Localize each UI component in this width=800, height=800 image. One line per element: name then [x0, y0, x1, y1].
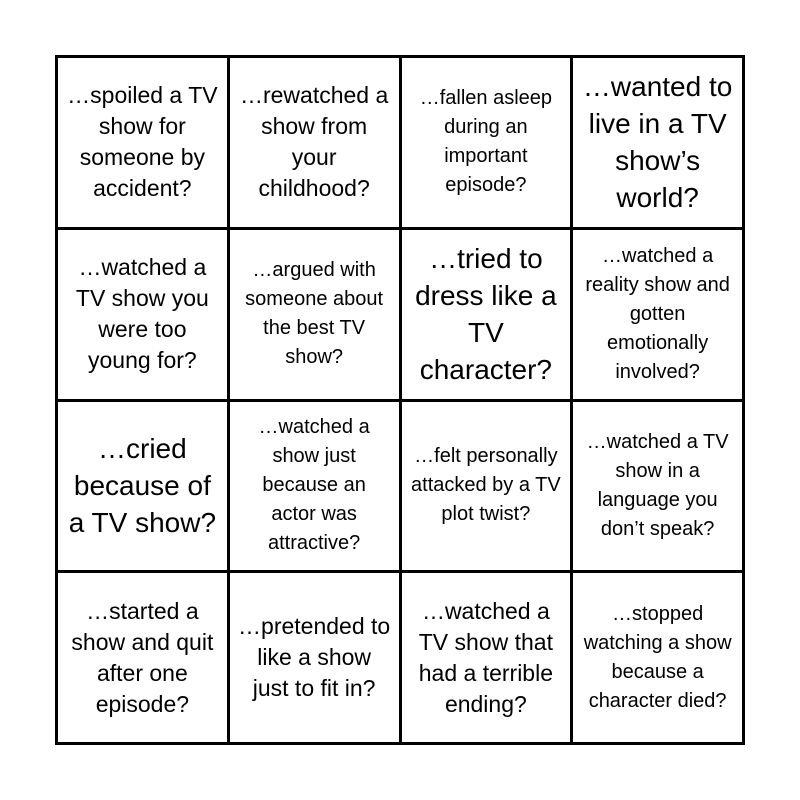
cell-text: …fallen asleep during an important episode? [419, 87, 553, 197]
bingo-board [55, 55, 745, 745]
cell-text: …pretended to like a show just to fit in? [238, 613, 391, 702]
cell-text: …cried because of a TV show? [68, 433, 217, 539]
cell-text: …felt personally attacked by a TV plot twist? [411, 445, 561, 526]
cell-text: …watched a TV show that had a terrible ending? [418, 597, 553, 717]
cell-text: …watched a TV show you were too young for? [75, 254, 209, 374]
bingo-cell-r4c2[interactable] [230, 573, 399, 742]
cell-text: …stopped watching a show because a character died? [583, 602, 732, 712]
bingo-cell-r4c4[interactable] [573, 573, 742, 742]
cell-text: …watched a TV show in a language you don’t speak? [586, 430, 729, 540]
bingo-cell-r2c2[interactable] [230, 230, 399, 399]
bingo-cell-r2c3[interactable] [402, 230, 571, 399]
cell-text: …wanted to live in a TV show’s world? [582, 71, 733, 214]
cell-text: …spoiled a TV show for someone by accident? [67, 82, 218, 202]
bingo-cell-r3c4[interactable] [573, 402, 742, 571]
bingo-cell-r1c4[interactable] [573, 58, 742, 227]
cell-text: …started a show and quit after one episode? [71, 597, 214, 717]
bingo-cell-r3c1[interactable] [58, 402, 227, 571]
cell-text: …tried to dress like a TV character? [415, 243, 557, 386]
bingo-cell-r4c3[interactable] [402, 573, 571, 742]
bingo-cell-r3c2[interactable] [230, 402, 399, 571]
bingo-cell-r4c1[interactable] [58, 573, 227, 742]
bingo-cell-r3c3[interactable] [402, 402, 571, 571]
bingo-cell-r1c2[interactable] [230, 58, 399, 227]
bingo-cell-r2c4[interactable] [573, 230, 742, 399]
bingo-cell-r1c1[interactable] [58, 58, 227, 227]
bingo-cell-r1c3[interactable] [402, 58, 571, 227]
cell-text: …rewatched a show from your childhood? [239, 82, 389, 202]
cell-text: …watched a reality show and gotten emotionally involved? [585, 244, 730, 383]
cell-text: …watched a show just because an actor was attractive? [258, 416, 370, 555]
bingo-cell-r2c1[interactable] [58, 230, 227, 399]
cell-text: …argued with someone about the best TV show? [245, 259, 384, 369]
